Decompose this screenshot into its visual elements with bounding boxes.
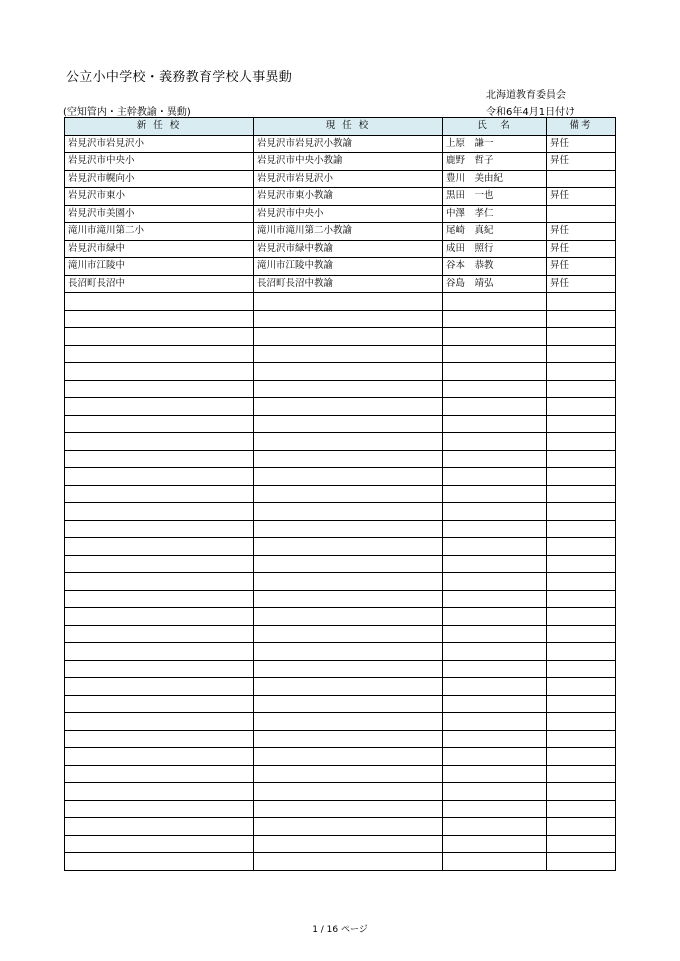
empty-table-row	[65, 310, 616, 328]
table-row	[65, 240, 616, 258]
empty-table-row	[65, 800, 616, 818]
empty-cell	[443, 380, 547, 398]
empty-cell	[65, 608, 254, 626]
empty-cell	[547, 730, 616, 748]
table-row	[65, 170, 616, 188]
empty-cell	[254, 643, 443, 661]
empty-table-row	[65, 450, 616, 468]
empty-cell	[547, 380, 616, 398]
empty-cell	[443, 503, 547, 521]
current-school-cell: 滝川市江陵中教諭	[254, 258, 443, 276]
empty-cell	[65, 468, 254, 486]
empty-table-row	[65, 713, 616, 731]
empty-cell	[547, 853, 616, 871]
empty-cell	[254, 748, 443, 766]
name-cell: 上原 謙一	[443, 135, 547, 153]
empty-table-row	[65, 695, 616, 713]
empty-cell	[254, 590, 443, 608]
table-row	[65, 275, 616, 293]
empty-cell	[65, 520, 254, 538]
empty-cell	[65, 643, 254, 661]
empty-cell	[547, 800, 616, 818]
empty-cell	[65, 818, 254, 836]
empty-table-row	[65, 660, 616, 678]
empty-cell	[443, 608, 547, 626]
empty-cell	[547, 328, 616, 346]
empty-cell	[547, 660, 616, 678]
empty-cell	[254, 380, 443, 398]
empty-cell	[65, 713, 254, 731]
current-school-cell: 岩見沢市中央小	[254, 205, 443, 223]
new-school-cell: 岩見沢市中央小	[65, 153, 254, 171]
empty-cell	[254, 433, 443, 451]
column-header-current-school: 現 任 校	[254, 118, 443, 136]
empty-cell	[254, 503, 443, 521]
empty-cell	[443, 765, 547, 783]
name-cell: 鹿野 哲子	[443, 153, 547, 171]
empty-cell	[547, 398, 616, 416]
name-cell: 尾崎 真紀	[443, 223, 547, 241]
empty-cell	[65, 573, 254, 591]
empty-cell	[65, 538, 254, 556]
empty-cell	[254, 678, 443, 696]
new-school-cell: 岩見沢市緑中	[65, 240, 254, 258]
empty-table-row	[65, 363, 616, 381]
empty-cell	[547, 310, 616, 328]
empty-cell	[65, 783, 254, 801]
empty-cell	[65, 433, 254, 451]
remarks-cell	[547, 170, 616, 188]
empty-cell	[547, 520, 616, 538]
empty-cell	[254, 730, 443, 748]
empty-cell	[547, 713, 616, 731]
empty-cell	[443, 468, 547, 486]
empty-cell	[547, 573, 616, 591]
name-cell: 豊川 美由紀	[443, 170, 547, 188]
empty-table-row	[65, 643, 616, 661]
table-body	[65, 135, 616, 870]
empty-cell	[65, 748, 254, 766]
name-cell: 黒田 一也	[443, 188, 547, 206]
empty-cell	[547, 590, 616, 608]
empty-table-row	[65, 503, 616, 521]
effective-date: 令和6年4月1日付け	[486, 107, 576, 118]
empty-table-row	[65, 608, 616, 626]
remarks-cell: 昇任	[547, 275, 616, 293]
empty-cell	[443, 520, 547, 538]
empty-cell	[547, 783, 616, 801]
empty-cell	[547, 415, 616, 433]
empty-table-row	[65, 590, 616, 608]
empty-cell	[65, 678, 254, 696]
empty-cell	[547, 345, 616, 363]
empty-cell	[443, 450, 547, 468]
empty-table-row	[65, 625, 616, 643]
empty-table-row	[65, 818, 616, 836]
empty-cell	[443, 398, 547, 416]
empty-cell	[443, 573, 547, 591]
empty-cell	[65, 450, 254, 468]
empty-cell	[443, 818, 547, 836]
empty-cell	[65, 625, 254, 643]
empty-cell	[443, 310, 547, 328]
empty-cell	[65, 590, 254, 608]
empty-cell	[547, 765, 616, 783]
empty-cell	[443, 538, 547, 556]
empty-table-row	[65, 485, 616, 503]
empty-cell	[547, 450, 616, 468]
empty-cell	[65, 730, 254, 748]
empty-cell	[65, 555, 254, 573]
new-school-cell: 岩見沢市幌向小	[65, 170, 254, 188]
empty-cell	[254, 695, 443, 713]
empty-cell	[254, 800, 443, 818]
column-header-remarks: 備考	[547, 118, 616, 136]
empty-cell	[254, 573, 443, 591]
empty-cell	[254, 363, 443, 381]
page-subtitle: (空知管内・主幹教諭・異動)	[63, 107, 191, 118]
table-row	[65, 258, 616, 276]
empty-cell	[65, 380, 254, 398]
empty-cell	[254, 555, 443, 573]
empty-cell	[443, 555, 547, 573]
current-school-cell: 滝川市滝川第二小教諭	[254, 223, 443, 241]
empty-table-row	[65, 783, 616, 801]
empty-cell	[65, 800, 254, 818]
empty-cell	[65, 765, 254, 783]
empty-cell	[65, 363, 254, 381]
issuing-organization: 北海道教育委員会	[486, 90, 566, 101]
empty-cell	[254, 818, 443, 836]
empty-cell	[254, 783, 443, 801]
empty-cell	[443, 678, 547, 696]
empty-cell	[65, 398, 254, 416]
page-title: 公立小中学校・義務教育学校人事異動	[66, 70, 293, 85]
empty-table-row	[65, 520, 616, 538]
empty-cell	[254, 450, 443, 468]
new-school-cell: 滝川市江陵中	[65, 258, 254, 276]
current-school-cell: 長沼町長沼中教諭	[254, 275, 443, 293]
empty-cell	[443, 835, 547, 853]
empty-table-row	[65, 345, 616, 363]
empty-cell	[443, 643, 547, 661]
current-school-cell: 岩見沢市中央小教諭	[254, 153, 443, 171]
empty-cell	[443, 748, 547, 766]
empty-cell	[547, 748, 616, 766]
empty-cell	[443, 345, 547, 363]
empty-cell	[443, 713, 547, 731]
empty-cell	[65, 345, 254, 363]
empty-cell	[254, 398, 443, 416]
empty-cell	[443, 695, 547, 713]
empty-table-row	[65, 468, 616, 486]
table-row	[65, 188, 616, 206]
empty-table-row	[65, 293, 616, 311]
empty-cell	[254, 625, 443, 643]
empty-cell	[443, 660, 547, 678]
empty-cell	[443, 730, 547, 748]
column-header-name: 氏 名	[443, 118, 547, 136]
empty-cell	[547, 433, 616, 451]
empty-cell	[443, 328, 547, 346]
empty-cell	[254, 713, 443, 731]
empty-cell	[547, 468, 616, 486]
empty-cell	[443, 590, 547, 608]
empty-cell	[443, 783, 547, 801]
empty-cell	[254, 835, 443, 853]
empty-cell	[65, 328, 254, 346]
empty-cell	[65, 835, 254, 853]
empty-cell	[65, 310, 254, 328]
empty-cell	[443, 433, 547, 451]
new-school-cell: 岩見沢市岩見沢小	[65, 135, 254, 153]
table-row	[65, 205, 616, 223]
empty-cell	[65, 695, 254, 713]
empty-table-row	[65, 853, 616, 871]
empty-cell	[443, 485, 547, 503]
empty-cell	[65, 660, 254, 678]
empty-table-row	[65, 730, 616, 748]
remarks-cell: 昇任	[547, 240, 616, 258]
empty-cell	[547, 293, 616, 311]
empty-cell	[254, 520, 443, 538]
empty-cell	[254, 660, 443, 678]
empty-cell	[254, 345, 443, 363]
empty-cell	[547, 643, 616, 661]
empty-table-row	[65, 398, 616, 416]
table-row	[65, 223, 616, 241]
remarks-cell: 昇任	[547, 135, 616, 153]
empty-cell	[547, 835, 616, 853]
remarks-cell: 昇任	[547, 188, 616, 206]
empty-cell	[254, 328, 443, 346]
empty-cell	[254, 485, 443, 503]
empty-cell	[547, 555, 616, 573]
new-school-cell: 滝川市滝川第二小	[65, 223, 254, 241]
empty-cell	[443, 415, 547, 433]
empty-cell	[547, 503, 616, 521]
empty-cell	[443, 800, 547, 818]
empty-cell	[65, 293, 254, 311]
remarks-cell	[547, 205, 616, 223]
empty-cell	[254, 310, 443, 328]
current-school-cell: 岩見沢市緑中教諭	[254, 240, 443, 258]
empty-cell	[443, 853, 547, 871]
current-school-cell: 岩見沢市岩見沢小教諭	[254, 135, 443, 153]
current-school-cell: 岩見沢市岩見沢小	[254, 170, 443, 188]
name-cell: 谷島 靖弘	[443, 275, 547, 293]
empty-cell	[254, 765, 443, 783]
current-school-cell: 岩見沢市東小教諭	[254, 188, 443, 206]
empty-cell	[65, 503, 254, 521]
personnel-table	[64, 117, 616, 871]
empty-cell	[254, 468, 443, 486]
empty-cell	[547, 538, 616, 556]
empty-cell	[443, 293, 547, 311]
empty-cell	[547, 625, 616, 643]
column-header-new-school: 新 任 校	[65, 118, 254, 136]
empty-table-row	[65, 555, 616, 573]
empty-table-row	[65, 678, 616, 696]
empty-cell	[443, 625, 547, 643]
empty-cell	[547, 485, 616, 503]
empty-cell	[254, 538, 443, 556]
empty-cell	[547, 608, 616, 626]
empty-table-row	[65, 380, 616, 398]
table-header-row	[65, 118, 616, 136]
page-number: 1 / 16 ページ	[312, 925, 368, 935]
new-school-cell: 岩見沢市東小	[65, 188, 254, 206]
empty-table-row	[65, 765, 616, 783]
empty-cell	[65, 415, 254, 433]
empty-cell	[547, 678, 616, 696]
empty-table-row	[65, 573, 616, 591]
empty-table-row	[65, 538, 616, 556]
remarks-cell: 昇任	[547, 223, 616, 241]
empty-table-row	[65, 328, 616, 346]
name-cell: 成田 照行	[443, 240, 547, 258]
empty-cell	[547, 363, 616, 381]
empty-cell	[254, 293, 443, 311]
empty-table-row	[65, 433, 616, 451]
empty-table-row	[65, 835, 616, 853]
empty-cell	[254, 608, 443, 626]
empty-cell	[65, 853, 254, 871]
table-row	[65, 153, 616, 171]
empty-table-row	[65, 415, 616, 433]
empty-cell	[547, 818, 616, 836]
empty-cell	[254, 853, 443, 871]
empty-cell	[443, 363, 547, 381]
table-row	[65, 135, 616, 153]
name-cell: 中澤 孝仁	[443, 205, 547, 223]
remarks-cell: 昇任	[547, 153, 616, 171]
empty-table-row	[65, 748, 616, 766]
new-school-cell: 岩見沢市美園小	[65, 205, 254, 223]
remarks-cell: 昇任	[547, 258, 616, 276]
empty-cell	[547, 695, 616, 713]
new-school-cell: 長沼町長沼中	[65, 275, 254, 293]
empty-cell	[254, 415, 443, 433]
empty-cell	[65, 485, 254, 503]
name-cell: 谷本 恭教	[443, 258, 547, 276]
